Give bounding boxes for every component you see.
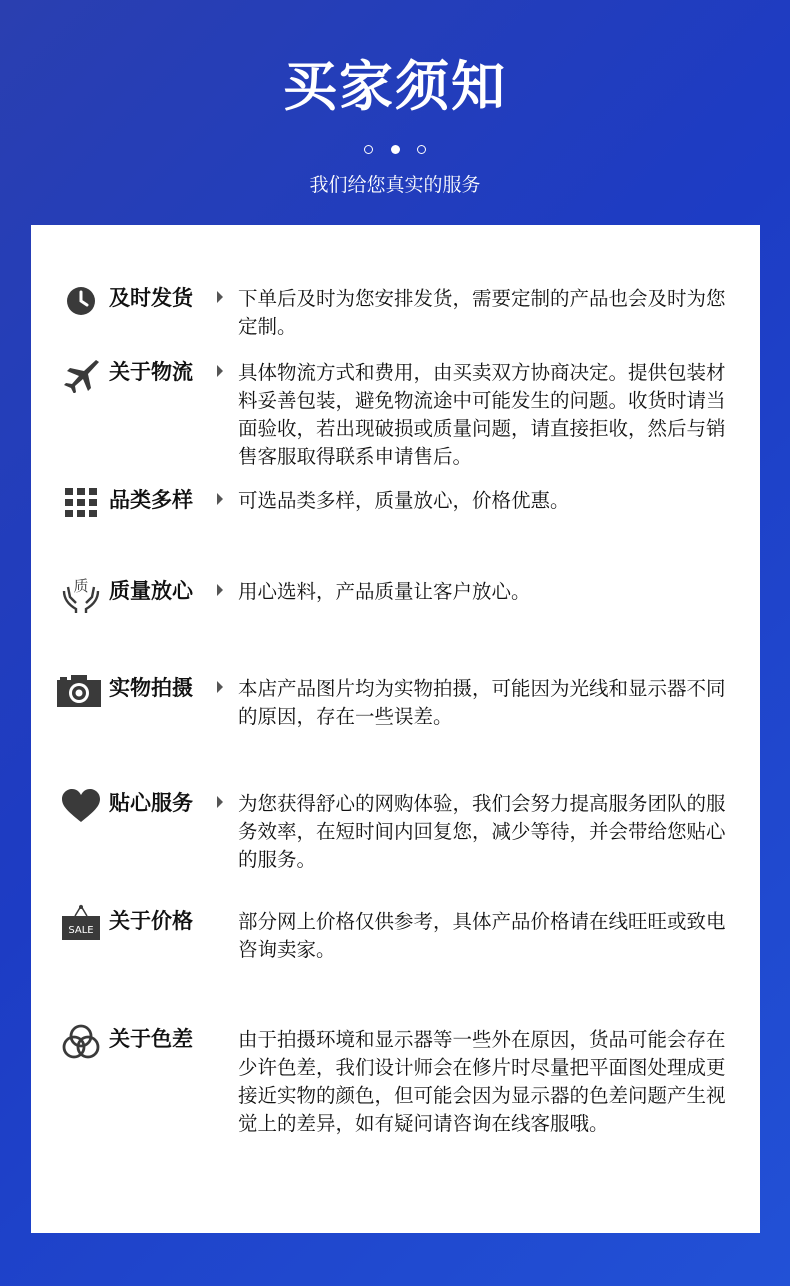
item-label: 实物拍摄 <box>109 676 193 700</box>
clock-icon <box>59 279 103 323</box>
item-desc: 为您获得舒心的网购体验，我们会努力提高服务团队的服务效率，在短时间内回复您，减少等待，并会带给您贴心的服务。 <box>238 792 726 871</box>
arrow-right-icon <box>217 493 223 505</box>
item-label: 关于物流 <box>109 360 193 384</box>
item-desc: 本店产品图片均为实物拍摄，可能因为光线和显示器不同的原因，存在一些误差。 <box>238 677 726 728</box>
arrow-right-icon <box>217 365 223 377</box>
svg-text:质: 质 <box>73 577 89 595</box>
arrow-right-icon <box>217 681 223 693</box>
arrow-right-icon <box>217 291 223 303</box>
notice-card <box>31 225 760 1233</box>
dot-icon <box>417 145 426 154</box>
arrow-right-icon <box>217 584 223 596</box>
grid-icon <box>59 481 103 525</box>
dot-icon <box>364 145 373 154</box>
item-label: 品类多样 <box>109 488 193 512</box>
dot-icon <box>391 145 400 154</box>
item-label: 关于色差 <box>109 1027 193 1051</box>
header <box>0 0 790 225</box>
item-label: 及时发货 <box>109 286 193 310</box>
item-desc: 可选品类多样，质量放心，价格优惠。 <box>238 489 570 512</box>
item-desc: 用心选料，产品质量让客户放心。 <box>238 580 531 603</box>
svg-text:SALE: SALE <box>68 925 94 936</box>
page-title: 买家须知 <box>283 55 507 118</box>
quality-hands-icon <box>59 572 103 616</box>
airplane-icon <box>59 353 103 397</box>
pagination-dots <box>0 139 790 158</box>
item-label: 关于价格 <box>109 909 193 933</box>
arrow-right-icon <box>217 796 223 808</box>
page-subtitle: 我们给您真实的服务 <box>309 174 481 196</box>
item-label: 贴心服务 <box>109 791 193 815</box>
item-desc: 由于拍摄环境和显示器等一些外在原因，货品可能会存在少许色差，我们设计师会在修片时尽量把平面图处理成更接近实物的颜色，但可能会因为显示器的色差问题产生视觉上的差异，如有疑问请咨询在线客服哦。 <box>238 1028 726 1135</box>
item-desc: 具体物流方式和费用，由买卖双方协商决定。提供包装材料妥善包装，避免物流途中可能发生的问题。收货时请当面验收，若出现破损或质量问题，请直接拒收，然后与销售客服取得联系申请售后。 <box>238 361 726 468</box>
item-desc: 下单后及时为您安排发货，需要定制的产品也会及时为您定制。 <box>238 287 726 338</box>
camera-icon <box>57 669 101 713</box>
sale-tag-icon <box>59 902 103 946</box>
item-label: 质量放心 <box>109 579 193 603</box>
color-circles-icon <box>59 1020 103 1064</box>
heart-icon <box>59 784 103 828</box>
item-desc: 部分网上价格仅供参考，具体产品价格请在线旺旺或致电咨询卖家。 <box>238 910 726 961</box>
